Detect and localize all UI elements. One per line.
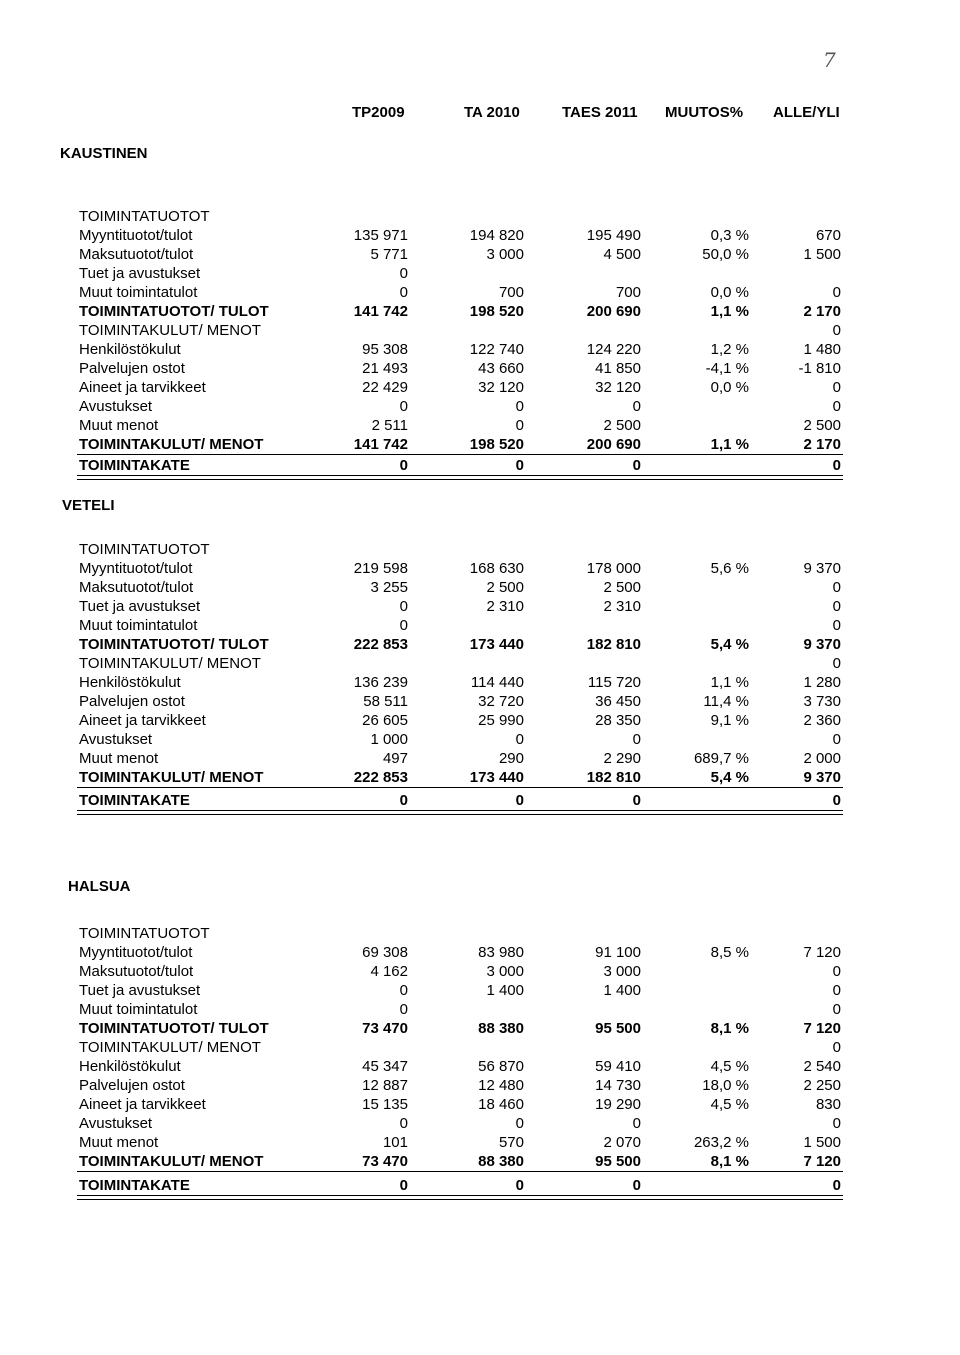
cell-value: 25 990: [478, 712, 524, 729]
total-underline: [77, 1171, 843, 1172]
row-label: Maksutuotot/tulot: [79, 963, 194, 980]
cell-value: 0: [832, 617, 841, 634]
total-underline: [77, 787, 843, 788]
cell-value: 0: [832, 579, 841, 596]
cell-value: 115 720: [587, 674, 641, 691]
table-row: [0, 711, 960, 730]
cell-value: 2 000: [803, 750, 841, 767]
row-label: Myyntituotot/tulot: [79, 944, 193, 961]
cell-value: 56 870: [478, 1058, 524, 1075]
double-underline: [77, 810, 843, 815]
cell-value: 88 380: [478, 1020, 524, 1037]
cell-value: 182 810: [586, 636, 641, 653]
table-row: [0, 1038, 960, 1057]
cell-value: 8,1 %: [710, 1153, 749, 1170]
cell-value: 0: [832, 731, 841, 748]
row-label: Muut menot: [79, 417, 159, 434]
row-label: Palvelujen ostot: [79, 1077, 185, 1094]
cell-value: 0: [832, 1177, 841, 1194]
cell-value: 0: [832, 982, 841, 999]
cell-value: 263,2 %: [693, 1134, 749, 1151]
cell-value: 1,1 %: [710, 674, 749, 691]
cell-value: 1 500: [803, 1134, 841, 1151]
cell-value: 22 429: [362, 379, 408, 396]
cell-value: 0: [515, 457, 524, 474]
cell-value: 45 347: [362, 1058, 408, 1075]
cell-value: 4 500: [603, 246, 641, 263]
cell-value: 497: [382, 750, 408, 767]
cell-value: 1 480: [803, 341, 841, 358]
table-row: [0, 397, 960, 416]
cell-value: 0: [399, 457, 408, 474]
cell-value: 19 290: [595, 1096, 641, 1113]
cell-value: 198 520: [469, 436, 524, 453]
table-row: [0, 578, 960, 597]
row-label: TOIMINTAKATE: [79, 1177, 190, 1194]
cell-value: 122 740: [469, 341, 524, 358]
cell-value: 0: [832, 379, 841, 396]
cell-value: 0: [632, 457, 641, 474]
cell-value: 141 742: [353, 303, 408, 320]
cell-value: 2 500: [486, 579, 524, 596]
cell-value: 15 135: [362, 1096, 408, 1113]
row-label: Aineet ja tarvikkeet: [79, 1096, 206, 1113]
page-number-mark: 7: [823, 48, 836, 72]
row-label: Maksutuotot/tulot: [79, 246, 194, 263]
cell-value: 0: [399, 598, 408, 615]
cell-value: 43 660: [478, 360, 524, 377]
cell-value: 0: [832, 398, 841, 415]
cell-value: 73 470: [362, 1153, 408, 1170]
cell-value: 18 460: [478, 1096, 524, 1113]
cell-value: 195 490: [586, 227, 641, 244]
cell-value: 14 730: [595, 1077, 641, 1094]
cell-value: 1 400: [486, 982, 524, 999]
table-row: [0, 540, 960, 559]
cell-value: 0: [399, 617, 408, 634]
table-row: [0, 340, 960, 359]
row-label: TOIMINTATUOTOT/ TULOT: [79, 636, 269, 653]
row-label: Aineet ja tarvikkeet: [79, 379, 206, 396]
cell-value: 32 120: [478, 379, 524, 396]
table-row: [0, 416, 960, 435]
row-label: TOIMINTAKATE: [79, 457, 190, 474]
cell-value: 830: [815, 1096, 841, 1113]
table-row: [0, 597, 960, 616]
cell-value: 32 120: [595, 379, 641, 396]
cell-value: 0: [832, 322, 841, 339]
cell-value: 0: [832, 1039, 841, 1056]
row-label: Avustukset: [79, 1115, 153, 1132]
cell-value: 0: [515, 792, 524, 809]
row-label: Tuet ja avustukset: [79, 982, 201, 999]
cell-value: -4,1 %: [705, 360, 749, 377]
cell-value: 1,1 %: [710, 436, 749, 453]
table-row: [0, 1076, 960, 1095]
cell-value: 0: [399, 265, 408, 282]
cell-value: 0: [632, 792, 641, 809]
row-label: TOIMINTATUOTOT: [79, 208, 210, 225]
row-label: TOIMINTAKULUT/ MENOT: [79, 322, 261, 339]
cell-value: 4,5 %: [710, 1058, 749, 1075]
column-header-alle-yli: ALLE/YLI: [773, 104, 840, 121]
cell-value: 173 440: [469, 769, 524, 786]
row-label: Henkilöstökulut: [79, 341, 181, 358]
cell-value: 0: [832, 598, 841, 615]
cell-value: 0: [632, 398, 641, 415]
cell-value: 5,4 %: [710, 769, 749, 786]
cell-value: 0: [399, 284, 408, 301]
row-label: TOIMINTAKULUT/ MENOT: [79, 769, 264, 786]
cell-value: 8,5 %: [710, 944, 749, 961]
cell-value: 1 280: [803, 674, 841, 691]
row-label: TOIMINTAKATE: [79, 792, 190, 809]
cell-value: 7 120: [803, 944, 841, 961]
row-label: TOIMINTAKULUT/ MENOT: [79, 436, 264, 453]
cell-value: 168 630: [469, 560, 524, 577]
cell-value: 95 308: [362, 341, 408, 358]
cell-value: 2 170: [803, 303, 841, 320]
cell-value: 0: [632, 1115, 641, 1132]
cell-value: 0: [399, 1001, 408, 1018]
section-title: VETELI: [62, 497, 115, 514]
cell-value: 198 520: [469, 303, 524, 320]
row-label: Tuet ja avustukset: [79, 598, 201, 615]
cell-value: 32 720: [478, 693, 524, 710]
row-label: Avustukset: [79, 731, 153, 748]
table-row: [0, 1114, 960, 1133]
cell-value: 219 598: [353, 560, 408, 577]
cell-value: 1,2 %: [710, 341, 749, 358]
cell-value: 1 500: [803, 246, 841, 263]
cell-value: 222 853: [353, 636, 408, 653]
table-row: [0, 1019, 960, 1038]
cell-value: 3 255: [370, 579, 408, 596]
double-underline: [77, 1195, 843, 1200]
cell-value: 194 820: [469, 227, 524, 244]
table-row: [0, 1095, 960, 1114]
cell-value: 4 162: [370, 963, 408, 980]
cell-value: 0: [515, 731, 524, 748]
cell-value: 689,7 %: [693, 750, 749, 767]
table-row: [0, 654, 960, 673]
double-underline: [77, 475, 843, 480]
cell-value: 0: [515, 417, 524, 434]
row-label: Henkilöstökulut: [79, 674, 181, 691]
cell-value: 91 100: [595, 944, 641, 961]
cell-value: 135 971: [353, 227, 408, 244]
table-row: [0, 378, 960, 397]
cell-value: 83 980: [478, 944, 524, 961]
cell-value: 200 690: [586, 303, 641, 320]
row-label: Henkilöstökulut: [79, 1058, 181, 1075]
table-row: [0, 283, 960, 302]
table-row: [0, 1176, 960, 1195]
cell-value: -1 810: [798, 360, 841, 377]
row-label: TOIMINTATUOTOT/ TULOT: [79, 1020, 269, 1037]
cell-value: 0: [399, 1177, 408, 1194]
cell-value: 41 850: [595, 360, 641, 377]
table-row: [0, 226, 960, 245]
cell-value: 8,1 %: [710, 1020, 749, 1037]
cell-value: 9 370: [803, 636, 841, 653]
cell-value: 2 250: [803, 1077, 841, 1094]
cell-value: 0: [632, 731, 641, 748]
cell-value: 11,4 %: [703, 693, 749, 710]
cell-value: 2 500: [803, 417, 841, 434]
cell-value: 0: [832, 284, 841, 301]
cell-value: 2 500: [603, 579, 641, 596]
table-row: [0, 435, 960, 454]
cell-value: 59 410: [595, 1058, 641, 1075]
section-title: KAUSTINEN: [60, 145, 148, 162]
row-label: TOIMINTATUOTOT: [79, 541, 210, 558]
cell-value: 0: [832, 1115, 841, 1132]
column-header-muutos: MUUTOS%: [665, 104, 744, 121]
cell-value: 0: [832, 655, 841, 672]
cell-value: 69 308: [362, 944, 408, 961]
cell-value: 5 771: [370, 246, 408, 263]
cell-value: 2 310: [603, 598, 641, 615]
row-label: Palvelujen ostot: [79, 360, 185, 377]
row-label: TOIMINTAKULUT/ MENOT: [79, 655, 261, 672]
cell-value: 58 511: [363, 693, 408, 710]
cell-value: 0: [832, 1001, 841, 1018]
cell-value: 700: [615, 284, 641, 301]
cell-value: 5,4 %: [710, 636, 749, 653]
row-label: Palvelujen ostot: [79, 693, 185, 710]
table-row: [0, 943, 960, 962]
cell-value: 2 310: [486, 598, 524, 615]
cell-value: 2 360: [803, 712, 841, 729]
cell-value: 0: [399, 982, 408, 999]
cell-value: 0,3 %: [710, 227, 749, 244]
table-row: [0, 245, 960, 264]
table-row: [0, 1133, 960, 1152]
cell-value: 0: [399, 1115, 408, 1132]
cell-value: 9 370: [803, 769, 841, 786]
section-title: HALSUA: [68, 878, 131, 895]
cell-value: 114 440: [470, 674, 524, 691]
cell-value: 3 000: [603, 963, 641, 980]
cell-value: 136 239: [353, 674, 408, 691]
cell-value: 9,1 %: [710, 712, 749, 729]
cell-value: 1 000: [370, 731, 408, 748]
cell-value: 1 400: [603, 982, 641, 999]
row-label: Muut toimintatulot: [79, 617, 198, 634]
table-row: [0, 207, 960, 226]
cell-value: 182 810: [586, 769, 641, 786]
cell-value: 2 500: [603, 417, 641, 434]
table-row: [0, 456, 960, 475]
cell-value: 18,0 %: [702, 1077, 749, 1094]
row-label: Muut toimintatulot: [79, 1001, 198, 1018]
table-row: [0, 616, 960, 635]
cell-value: 73 470: [362, 1020, 408, 1037]
cell-value: 700: [498, 284, 524, 301]
cell-value: 95 500: [595, 1153, 641, 1170]
row-label: Tuet ja avustukset: [79, 265, 201, 282]
row-label: Muut menot: [79, 1134, 159, 1151]
cell-value: 200 690: [586, 436, 641, 453]
cell-value: 3 000: [486, 963, 524, 980]
row-label: Muut toimintatulot: [79, 284, 198, 301]
cell-value: 50,0 %: [702, 246, 749, 263]
cell-value: 95 500: [595, 1020, 641, 1037]
cell-value: 28 350: [595, 712, 641, 729]
table-row: [0, 962, 960, 981]
cell-value: 0,0 %: [710, 284, 749, 301]
cell-value: 124 220: [586, 341, 641, 358]
table-row: [0, 924, 960, 943]
cell-value: 290: [498, 750, 524, 767]
table-row: [0, 673, 960, 692]
row-label: TOIMINTAKULUT/ MENOT: [79, 1153, 264, 1170]
row-label: TOIMINTATUOTOT: [79, 925, 210, 942]
row-label: Aineet ja tarvikkeet: [79, 712, 206, 729]
cell-value: 0: [515, 398, 524, 415]
cell-value: 0: [832, 963, 841, 980]
cell-value: 0,0 %: [710, 379, 749, 396]
cell-value: 7 120: [803, 1153, 841, 1170]
column-header-taes2011: TAES 2011: [562, 104, 638, 121]
table-row: [0, 359, 960, 378]
cell-value: 0: [399, 398, 408, 415]
cell-value: 570: [498, 1134, 524, 1151]
row-label: Maksutuotot/tulot: [79, 579, 194, 596]
cell-value: 2 070: [603, 1134, 641, 1151]
cell-value: 0: [632, 1177, 641, 1194]
table-row: [0, 321, 960, 340]
cell-value: 173 440: [469, 636, 524, 653]
cell-value: 0: [515, 1115, 524, 1132]
table-row: [0, 1152, 960, 1171]
cell-value: 2 511: [371, 417, 408, 434]
cell-value: 0: [832, 792, 841, 809]
cell-value: 36 450: [595, 693, 641, 710]
cell-value: 21 493: [362, 360, 408, 377]
cell-value: 7 120: [803, 1020, 841, 1037]
table-row: [0, 768, 960, 787]
row-label: TOIMINTAKULUT/ MENOT: [79, 1039, 261, 1056]
cell-value: 0: [515, 1177, 524, 1194]
cell-value: 670: [815, 227, 841, 244]
cell-value: 2 540: [803, 1058, 841, 1075]
cell-value: 26 605: [362, 712, 408, 729]
table-row: [0, 559, 960, 578]
total-underline: [77, 454, 843, 455]
table-row: [0, 730, 960, 749]
cell-value: 101: [382, 1134, 408, 1151]
table-row: [0, 264, 960, 283]
table-row: [0, 692, 960, 711]
row-label: Myyntituotot/tulot: [79, 560, 193, 577]
cell-value: 2 290: [603, 750, 641, 767]
row-label: Myyntituotot/tulot: [79, 227, 193, 244]
table-row: [0, 749, 960, 768]
cell-value: 2 170: [803, 436, 841, 453]
column-header-tp2009: TP2009: [352, 104, 405, 121]
cell-value: 141 742: [353, 436, 408, 453]
cell-value: 0: [399, 792, 408, 809]
table-row: [0, 1057, 960, 1076]
table-row: [0, 981, 960, 1000]
table-row: [0, 302, 960, 321]
table-row: [0, 791, 960, 810]
table-row: [0, 1000, 960, 1019]
cell-value: 88 380: [478, 1153, 524, 1170]
cell-value: 5,6 %: [710, 560, 749, 577]
cell-value: 222 853: [353, 769, 408, 786]
cell-value: 4,5 %: [710, 1096, 749, 1113]
row-label: Avustukset: [79, 398, 153, 415]
cell-value: 3 730: [803, 693, 841, 710]
cell-value: 1,1 %: [710, 303, 749, 320]
table-row: [0, 635, 960, 654]
cell-value: 3 000: [486, 246, 524, 263]
cell-value: 0: [832, 457, 841, 474]
column-header-ta2010: TA 2010: [464, 104, 520, 121]
cell-value: 12 887: [362, 1077, 408, 1094]
cell-value: 9 370: [803, 560, 841, 577]
row-label: Muut menot: [79, 750, 159, 767]
cell-value: 178 000: [586, 560, 641, 577]
cell-value: 12 480: [478, 1077, 524, 1094]
row-label: TOIMINTATUOTOT/ TULOT: [79, 303, 269, 320]
